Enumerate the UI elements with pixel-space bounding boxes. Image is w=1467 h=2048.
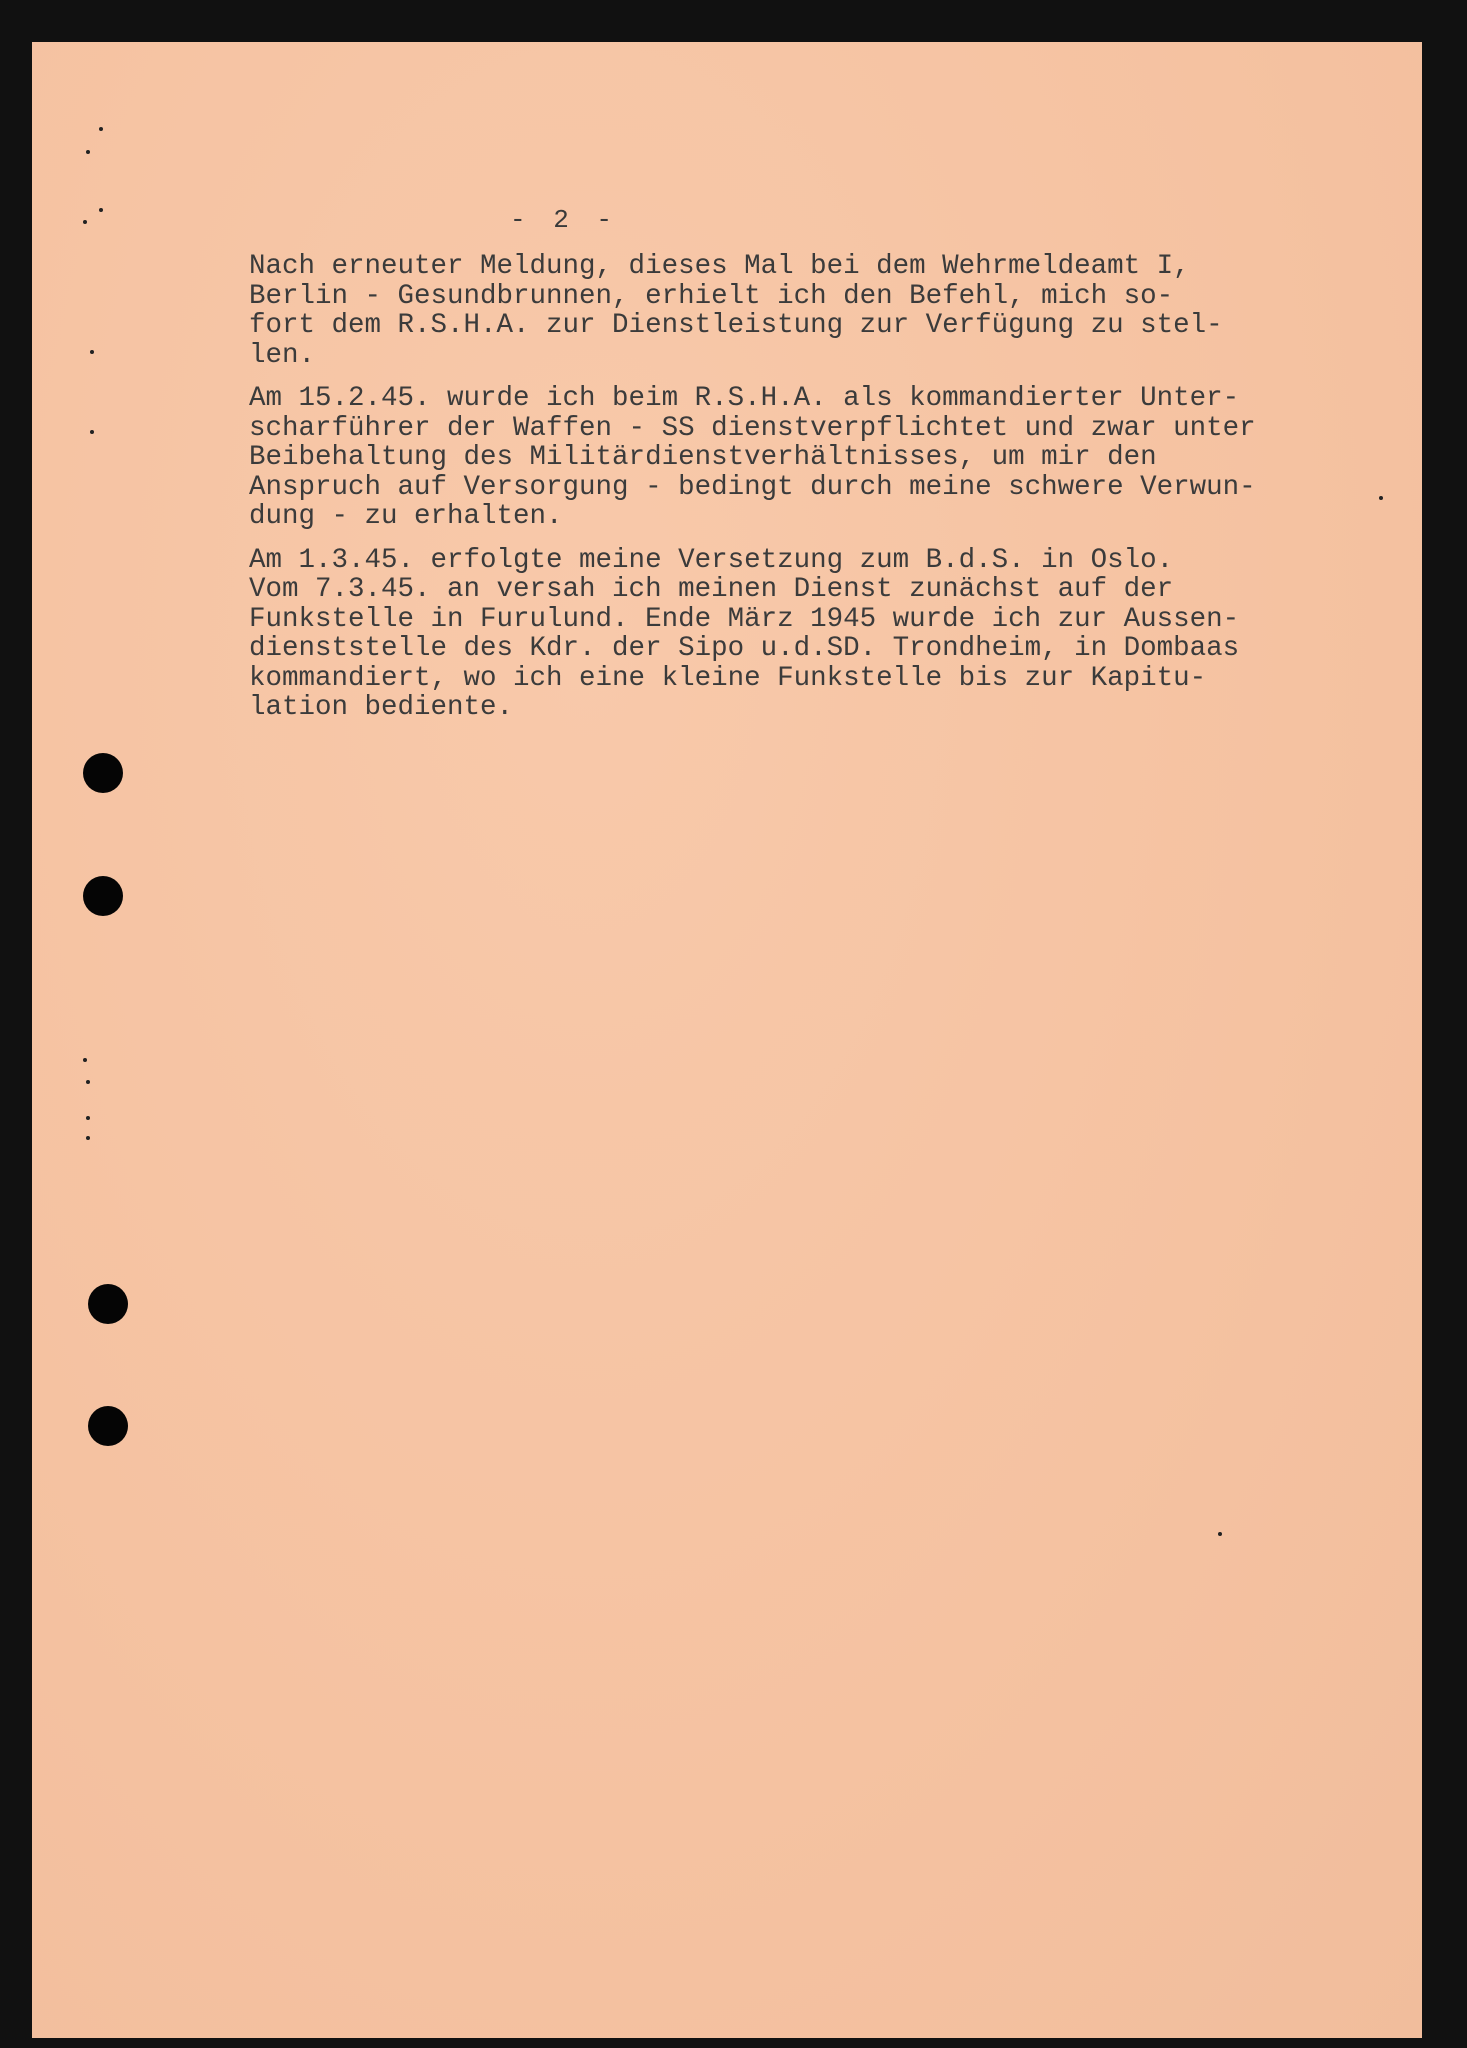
margin-speck xyxy=(83,220,87,224)
margin-speck xyxy=(99,208,103,212)
punch-hole xyxy=(88,1406,128,1446)
text-line: scharführer der Waffen - SS dienstverpflichtet und zwar unter xyxy=(249,412,1256,444)
text-line: len. xyxy=(249,339,316,371)
text-line: fort dem R.S.H.A. zur Dienstleistung zur Verfügung zu stel- xyxy=(249,310,1223,341)
margin-speck xyxy=(86,1080,90,1084)
margin-speck xyxy=(90,430,94,434)
text-line: Beibehaltung des Militärdienstverhältnisses, um mir den xyxy=(249,442,1157,473)
text-line: dienststelle des Kdr. der Sipo u.d.SD. Trondheim, in Dombaas xyxy=(249,633,1240,664)
margin-speck xyxy=(1379,496,1383,500)
text-line: Am 1.3.45. erfolgte meine Versetzung zum B.d.S. in Oslo. xyxy=(249,544,1174,576)
margin-speck xyxy=(86,150,90,154)
text-line: Funkstelle in Furulund. Ende März 1945 wurde ich zur Aussen- xyxy=(249,603,1240,635)
text-line: kommandiert, wo ich eine kleine Funkstelle bis zur Kapitu- xyxy=(249,662,1207,694)
margin-speck xyxy=(99,127,103,131)
paragraph-1 xyxy=(249,252,1339,370)
punch-hole xyxy=(88,1284,128,1324)
text-line: Anspruch auf Versorgung - bedingt durch meine schwere Verwun- xyxy=(249,471,1256,503)
margin-speck xyxy=(83,1058,87,1062)
margin-speck xyxy=(86,1116,90,1120)
punch-hole xyxy=(83,753,123,793)
text-line: dung - zu erhalten. xyxy=(249,501,563,532)
text-line: lation bediente. xyxy=(249,692,514,723)
page-number: - 2 - xyxy=(510,205,619,235)
paragraph-2 xyxy=(249,384,1339,532)
margin-speck xyxy=(86,1136,90,1140)
punch-hole xyxy=(83,876,123,916)
document-body xyxy=(249,252,1339,737)
text-line: Berlin - Gesundbrunnen, erhielt ich den Befehl, mich so- xyxy=(249,280,1174,312)
margin-speck xyxy=(90,350,94,354)
paragraph-3 xyxy=(249,546,1339,723)
margin-speck xyxy=(1218,1532,1222,1536)
text-line: Am 15.2.45. wurde ich beim R.S.H.A. als kommandierter Unter- xyxy=(249,383,1240,414)
text-line: Nach erneuter Meldung, dieses Mal bei dem Wehrmeldeamt I, xyxy=(249,251,1190,282)
text-line: Vom 7.3.45. an versah ich meinen Dienst zunächst auf der xyxy=(249,574,1174,605)
